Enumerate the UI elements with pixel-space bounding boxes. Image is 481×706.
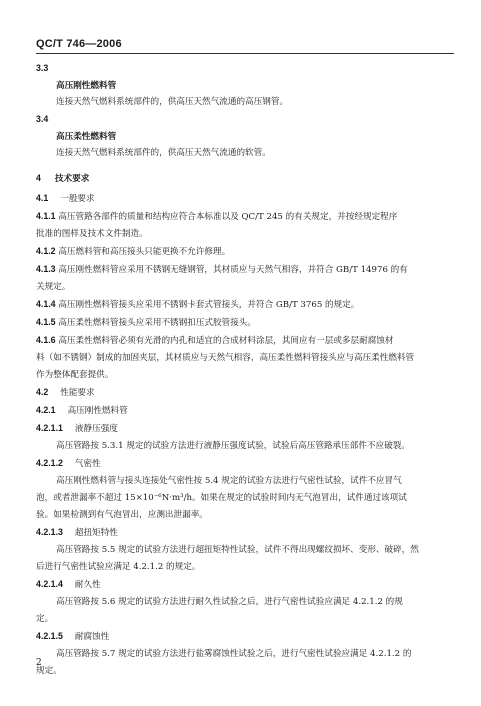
clause-4-2-1-5: [36, 628, 456, 646]
clause-4-2-1-4-number: 4.2.1.4: [36, 579, 63, 589]
clause-4-2-1-2-text-2: 泡，或者泄漏率不超过 15×10⁻⁶N·m³/h。如果在规定的试验时间内无气泡冒出，试件通过该项试: [36, 493, 407, 503]
clause-4-1-2-number: 4.1.2: [36, 246, 56, 256]
clause-4-1-1-text-1: 高压管路各部件的质量和结构应符合本标准以及 QC/T 245 的有关规定，并按经规定程序: [58, 212, 398, 222]
clause-3-4-definition: 连接天然气燃料系统部件的，供高压天然气流通的软管。: [56, 148, 271, 158]
clause-4-1-4-text-1: 高压刚性燃料管接头应采用不锈钢卡套式管接头，并符合 GB/T 3765 的规定。: [58, 300, 360, 310]
clause-4-2-1-1: [36, 420, 456, 438]
clause-4-1-5-number: 4.1.5: [36, 317, 56, 327]
standard-code: QC/T 746—2006: [36, 38, 122, 50]
clause-4-2-1-4-text-1: 高压管路按 5.6 规定的试验方法进行耐久性试验之后，进行气密性试验应满足 4.2.1.2 的规: [56, 597, 403, 607]
clause-4-2-1-3: [36, 524, 456, 542]
clause-4-1-5: [36, 314, 456, 332]
clause-3-4-term: 高压柔性燃料管: [56, 131, 117, 141]
clause-4-2-1-3-title: 超扭矩特性: [74, 528, 118, 538]
clause-3-4-number: 3.4: [36, 114, 49, 124]
clause-4-2-1-2-text-3: 验。如果检测到有气泡冒出，应测出泄漏率。: [36, 510, 208, 520]
clause-4-2-1: [36, 402, 456, 420]
clause-4-1-6: [36, 332, 456, 350]
clause-4-1-title: 一般要求: [60, 194, 95, 204]
clause-4-1-1: [36, 208, 456, 226]
clause-4-2-1-2: [36, 455, 456, 473]
clause-4-2-number: 4.2: [36, 387, 49, 397]
clause-4-2-1-5-text-2: 规定。: [36, 666, 62, 676]
clause-4-2-1-5-number: 4.2.1.5: [36, 631, 63, 641]
clause-4-2-1-4: [36, 576, 456, 594]
clause-4-2-1-3-number: 4.2.1.3: [36, 527, 63, 537]
clause-4-2-1-5-title: 耐腐蚀性: [74, 632, 110, 642]
clause-4-1-number: 4.1: [36, 193, 49, 203]
clause-4-1-3-text-2: 关规定。: [36, 282, 71, 292]
clause-4-1-6-text-2: 料（如不锈钢）制成的加固夹层，其材质应与天然气相容，高压柔性燃料管接头应与高压柔性燃料管: [36, 353, 415, 363]
clause-4-2-1-3-text-2: 后进行气密性试验应满足 4.2.1.2 的规定。: [36, 562, 201, 572]
clause-4-1-5-text-1: 高压柔性燃料管接头应采用不锈钢扣压式胶管接头。: [58, 318, 256, 328]
section-4-number: 4: [36, 173, 41, 183]
clause-4-2: [36, 384, 456, 402]
clause-4-1-6-text-1: 高压柔性燃料管必须有光滑的内孔和适宜的合成材料涂层，其间应有一层或多层耐腐蚀材: [58, 336, 394, 346]
clause-4-1-4-number: 4.1.4: [36, 299, 56, 309]
clause-4-1-2: [36, 243, 456, 261]
clause-4-1-6-text-3: 作为整体配套提供。: [36, 370, 114, 380]
clause-4-2-1-3-text-1: 高压管路按 5.5 规定的试验方法进行超扭矩特性试验，试件不得出现螺纹损坏、变形、破碎，然: [56, 545, 419, 555]
clause-4-1-3-text-1: 高压刚性燃料管应采用不锈钢无缝钢管，其材质应与天然气相容，并符合 GB/T 14976 的有: [58, 265, 408, 275]
clause-4-1-1-number: 4.1.1: [36, 211, 56, 221]
clause-4-1-3-number: 4.1.3: [36, 264, 56, 274]
page-number: 2: [36, 658, 42, 668]
clause-3-3-number: 3.3: [36, 63, 49, 73]
clause-3-3-term: 高压刚性燃料管: [56, 80, 117, 90]
clause-4-2-1-4-text-2: 定。: [36, 614, 54, 624]
clause-4-1: [36, 190, 456, 208]
clause-4-2-1-number: 4.2.1: [36, 405, 56, 415]
clause-4-2-1-4-title: 耐久性: [74, 580, 101, 590]
clause-4-2-1-2-number: 4.2.1.2: [36, 458, 63, 468]
clause-4-1-1-text-2: 批准的图样及技术文件制造。: [36, 229, 148, 239]
clause-4-2-1-title: 高压刚性燃料管: [67, 406, 128, 416]
clause-4-1-6-number: 4.1.6: [36, 335, 56, 345]
clause-4-1-3: [36, 261, 456, 279]
clause-4-1-2-text-1: 高压燃料管和高压接头只能更换不允许修理。: [58, 247, 231, 257]
clause-4-2-1-5-text-1: 高压管路按 5.7 规定的试验方法进行盐雾腐蚀性试验之后，进行气密性试验应满足 4.2.1.2 的: [56, 649, 412, 659]
clause-4-1-4: [36, 296, 456, 314]
clause-4-2-1-2-title: 气密性: [74, 459, 101, 469]
clause-3-3-definition: 连接天然气燃料系统部件的，供高压天然气流通的高压钢管。: [56, 97, 289, 107]
clause-4-2-1-1-number: 4.2.1.1: [36, 423, 63, 433]
header-rule: [36, 53, 454, 54]
clause-4-2-1-2-text-1: 高压刚性燃料管与接头连接处气密性按 5.4 规定的试验方法进行气密性试验，试件不应冒气: [56, 476, 402, 486]
clause-4-2-1-1-text-1: 高压管路按 5.3.1 规定的试验方法进行液静压强度试验，试验后高压管路承压部件不应破裂。: [56, 441, 410, 451]
document-body: [36, 60, 456, 680]
clause-4-2-1-1-title: 液静压强度: [74, 424, 118, 434]
clause-4-2-title: 性能要求: [60, 388, 95, 398]
section-4-heading: [36, 170, 456, 188]
section-4-title: 技术要求: [54, 173, 90, 183]
